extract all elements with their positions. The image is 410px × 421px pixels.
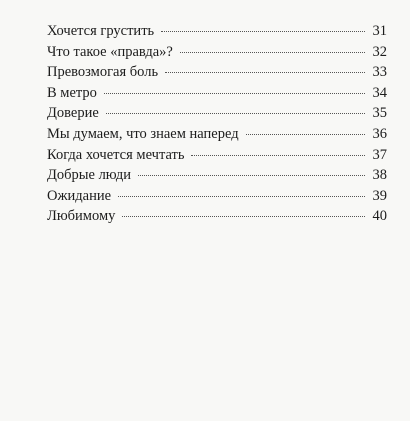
toc-entry (47, 124, 387, 145)
toc-entry (47, 165, 387, 186)
toc-entry (47, 62, 387, 83)
toc-entry-page-number: 38 (372, 167, 387, 184)
toc-entry-title: Мы думаем, что знаем наперед (47, 125, 239, 142)
toc-entry-title: Хочется грустить (47, 23, 155, 39)
toc-dot-leader (138, 175, 365, 176)
toc-entry-page-number: 35 (372, 105, 387, 122)
toc-entry (47, 206, 387, 227)
toc-dot-leader (161, 31, 365, 32)
toc-entry (47, 103, 387, 124)
toc-entry-page-number: 39 (372, 187, 387, 204)
toc-entry-title: Добрые люди (47, 167, 132, 184)
toc-entry-page-number: 36 (372, 125, 387, 142)
toc-entry (47, 21, 387, 42)
toc-dot-leader (106, 113, 365, 114)
toc-entry-title: Когда хочется мечтать (47, 146, 185, 163)
toc-dot-leader (165, 72, 365, 73)
toc-dot-leader (118, 196, 365, 197)
toc-entry (47, 186, 387, 207)
toc-entry (47, 42, 387, 63)
toc-entry-page-number: 33 (372, 64, 387, 81)
toc-dot-leader (246, 134, 365, 135)
toc-entry-title: Доверие (47, 105, 99, 122)
toc-entry (47, 83, 387, 104)
toc-dot-leader (122, 216, 365, 217)
toc-entry-title: Любимому (47, 208, 116, 225)
toc-entry-page-number: 34 (372, 84, 387, 101)
toc-entry-title: Что такое «правда»? (47, 43, 173, 60)
toc-dot-leader (180, 52, 365, 53)
toc-entry-page-number: 31 (372, 23, 387, 39)
toc-entry-page-number: 37 (372, 146, 387, 163)
toc-entry-page-number: 40 (372, 208, 387, 225)
toc-entry-page-number: 32 (372, 43, 387, 60)
toc-entry-title: Превозмогая боль (47, 64, 159, 81)
toc-entry (47, 145, 387, 166)
table-of-contents (47, 21, 387, 227)
toc-entry-title: Ожидание (47, 187, 112, 204)
toc-dot-leader (191, 155, 365, 156)
toc-entry-title: В метро (47, 84, 97, 101)
toc-dot-leader (104, 93, 365, 94)
